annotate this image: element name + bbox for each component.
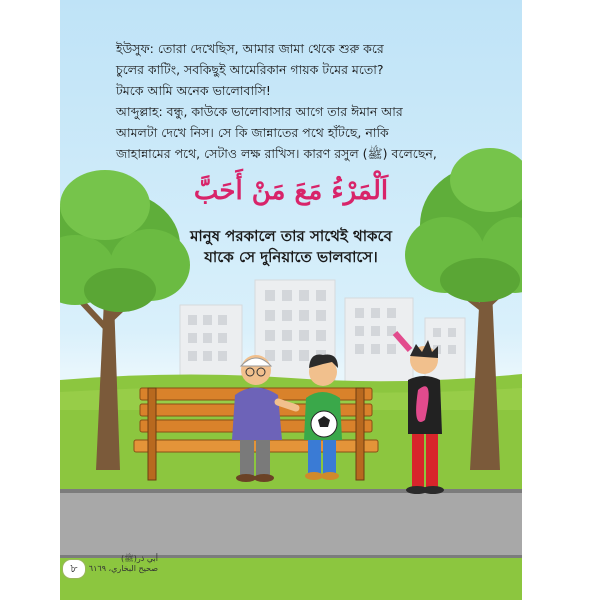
translation-line: যাকে সে দুনিয়াতে ভালবাসে। [204, 248, 378, 266]
hadith-translation [60, 226, 522, 268]
dialogue-line: আব্দুল্লাহ: বন্ধু, কাউকে ভালোবাসার আগে তার ঈমান আর [116, 104, 403, 119]
dialogue-line: ইউসুফ: তোরা দেখেছিস, আমার জামা থেকে শুরু করে [116, 41, 384, 56]
dialogue-line: চুলের কাটিং, সবকিছুই আমেরিকান গায়ক টমের মতো? [116, 62, 384, 77]
dialogue-line: আমলটা দেখে নিস। সে কি জান্নাতের পথে হাঁটছে, নাকি [116, 125, 389, 140]
page-number: ৮ [62, 559, 86, 579]
footpath [60, 492, 522, 555]
book-page [60, 0, 522, 600]
hadith-arabic: اَلْمَرْءُ مَعَ مَنْ أَحَبَّ [193, 176, 389, 206]
dialogue-line: টমকে আমি অনেক ভালোবাসি! [116, 83, 271, 98]
dialogue-text [116, 38, 512, 164]
reference-source: صحيح البخاري، ٦١٦٩ [88, 564, 158, 573]
hadith-reference [82, 554, 158, 574]
translation-line: মানুষ পরকালে তার সাথেই থাকবে [190, 227, 392, 245]
dialogue-line: জাহান্নামের পথে, সেটাও লক্ষ রাখিস। কারণ রসুল (ﷺ) বলেছেন, [116, 146, 437, 161]
reference-narrator: أبي ذر(ﷺ) [121, 554, 158, 563]
